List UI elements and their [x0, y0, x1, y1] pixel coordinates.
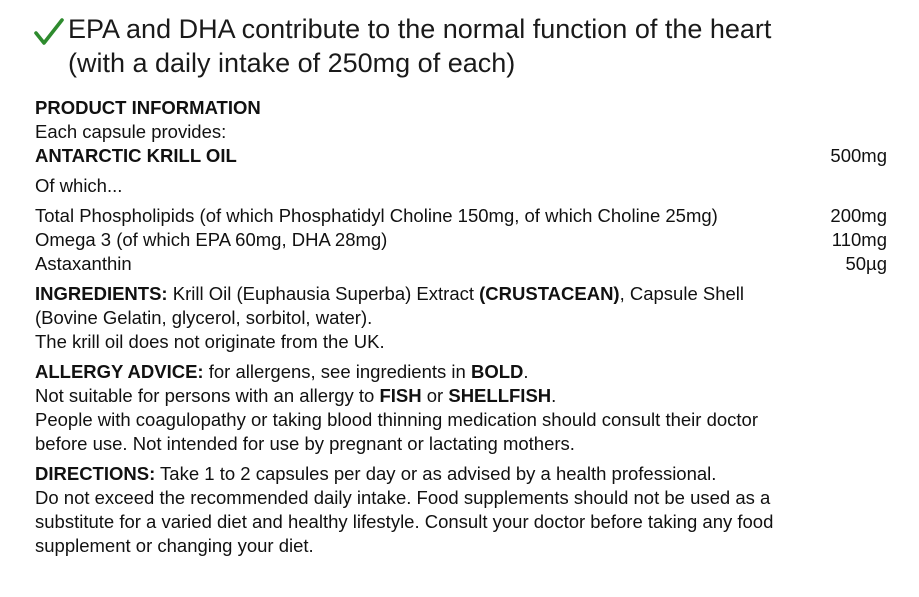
directions-label: DIRECTIONS: [35, 463, 156, 484]
allergy-or: or [421, 385, 449, 406]
component-label: Astaxanthin [35, 253, 132, 274]
allergen-crustacean: (CRUSTACEAN) [479, 283, 620, 304]
directions-text: Take 1 to 2 capsules per day or as advised by a health professional. [155, 463, 717, 484]
component-label: Omega 3 (of which EPA 60mg, DHA 28mg) [35, 229, 388, 250]
component-amount: 200mg [830, 205, 887, 226]
component-amount: 50µg [845, 253, 887, 274]
component-label: Total Phospholipids (of which Phosphatidyl Choline 150mg, of which Choline 25mg) [35, 205, 718, 226]
checkmark-icon [33, 16, 65, 48]
component-row [35, 252, 887, 276]
allergy-period-2: . [551, 385, 557, 406]
capsule-intro: Each capsule provides: [35, 121, 227, 142]
ingredients-section [35, 282, 887, 354]
claim-line-1: EPA and DHA contribute to the normal function of the heart [68, 14, 772, 44]
components-list [35, 204, 887, 276]
product-info-heading: PRODUCT INFORMATION [35, 97, 261, 118]
of-which-label: Of which... [35, 175, 123, 196]
directions-line-3: substitute for a varied diet and healthy lifestyle. Consult your doctor before taking any food [35, 511, 774, 532]
component-row [35, 228, 887, 252]
allergy-line-4: before use. Not intended for use by pregnant or lactating mothers. [35, 433, 575, 454]
claim-line-2: (with a daily intake of 250mg of each) [68, 48, 516, 78]
allergy-line-3: People with coagulopathy or taking blood thinning medication should consult their doctor [35, 409, 758, 430]
allergy-advice-section [35, 360, 887, 456]
claim-text [68, 12, 771, 80]
component-row [35, 204, 887, 228]
directions-line-2: Do not exceed the recommended daily intake. Food supplements should not be used as a [35, 487, 771, 508]
allergy-line-2: Not suitable for persons with an allergy to [35, 385, 380, 406]
allergy-bold-word: BOLD [470, 361, 524, 382]
product-information-section [35, 96, 887, 276]
allergy-period: . [523, 361, 529, 382]
allergy-text: for allergens, see ingredients in [203, 361, 471, 382]
product-label [35, 96, 887, 558]
origin-note: The krill oil does not originate from the UK. [35, 331, 385, 352]
allergen-fish: FISH [379, 385, 422, 406]
allergen-shellfish: SHELLFISH [448, 385, 552, 406]
main-ingredient-row [35, 144, 887, 168]
ingredients-label: INGREDIENTS: [35, 283, 168, 304]
main-ingredient-amount: 500mg [830, 145, 887, 166]
directions-section [35, 462, 887, 558]
directions-line-4: supplement or changing your diet. [35, 535, 314, 556]
ingredients-text-cont: , Capsule Shell [619, 283, 745, 304]
ingredients-line-2: (Bovine Gelatin, glycerol, sorbitol, water). [35, 307, 373, 328]
main-ingredient-label: ANTARCTIC KRILL OIL [35, 145, 237, 166]
allergy-label: ALLERGY ADVICE: [35, 361, 204, 382]
ingredients-text: Krill Oil (Euphausia Superba) Extract [167, 283, 480, 304]
component-amount: 110mg [831, 229, 887, 250]
